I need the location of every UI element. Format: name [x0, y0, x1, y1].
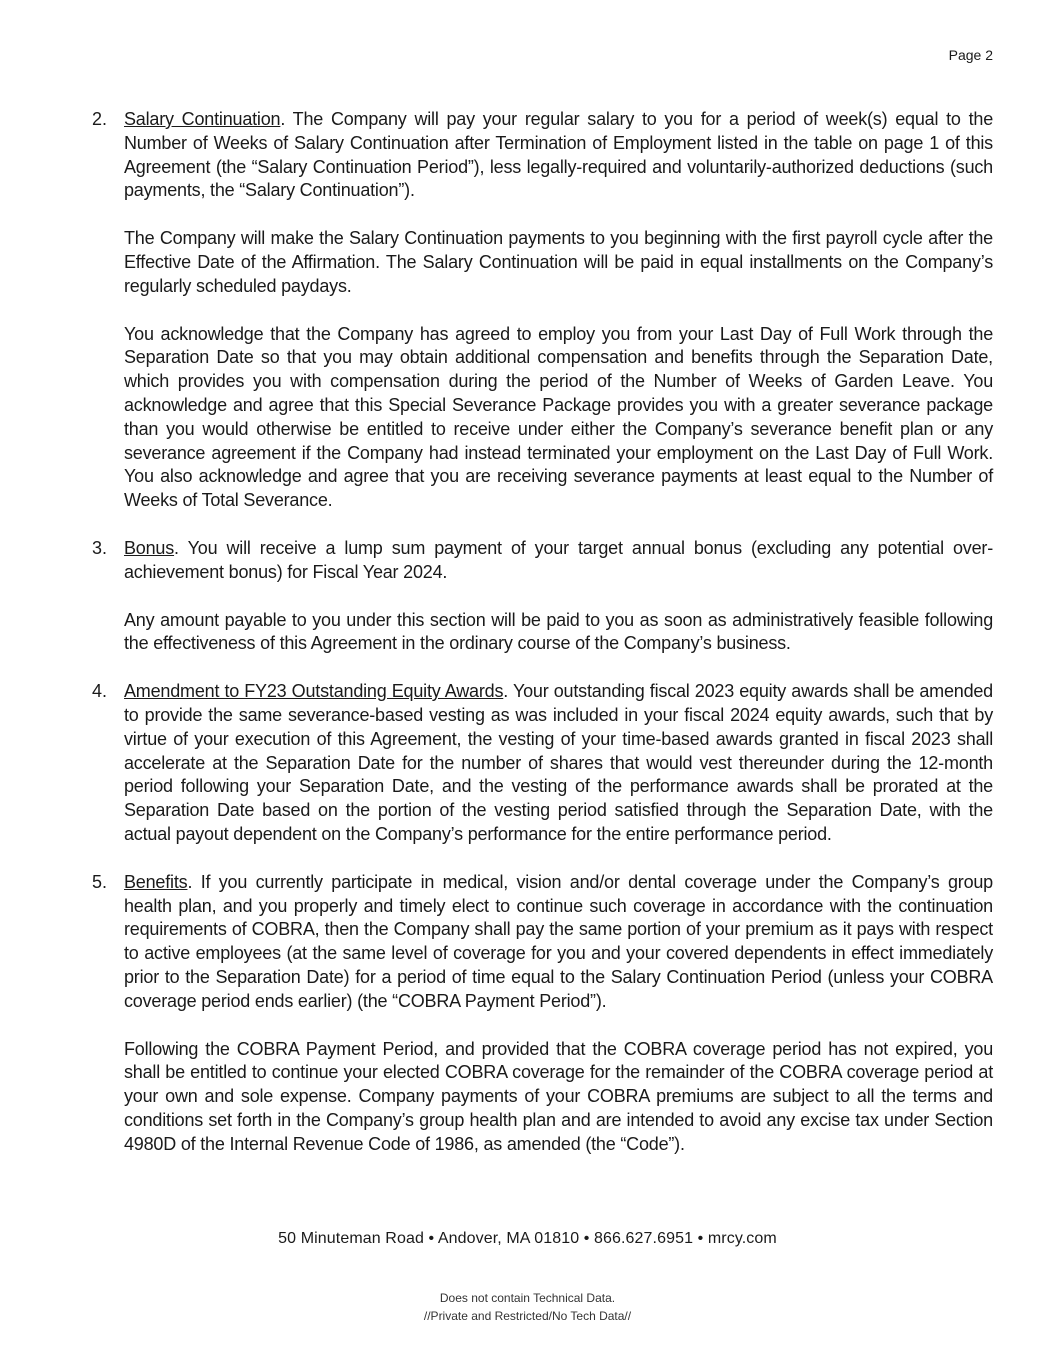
paragraph: Following the COBRA Payment Period, and provided that the COBRA coverage period has not expired, you shall be entitled to continue your elected COBRA coverage for the remainder of the COBRA coverage period at your own and sole expense. Company payments of your COBRA premiums are subject to all the terms and conditions set forth in the Company’s group health plan and are intended to avoid any excise tax under Section 4980D of the Internal Revenue Code of 1986, as amended (the “Code”).: [124, 1038, 993, 1154]
section-heading: Bonus: [124, 537, 175, 558]
paragraph: Any amount payable to you under this section will be paid to you as soon as administratively feasible following the effectiveness of this Agreement in the ordinary course of the Company’s business.: [124, 609, 993, 654]
section-heading: Benefits: [124, 871, 188, 892]
section-number: 4.: [92, 681, 108, 702]
section-salary-continuation: [92, 108, 993, 513]
paragraph: Bonus. You will receive a lump sum payment of your target annual bonus (excluding any potential over-achievement bonus) for Fiscal Year 2024.: [124, 537, 993, 582]
paragraph: Amendment to FY23 Outstanding Equity Awards. Your outstanding fiscal 2023 equity awards shall be amended to provide the same severance-based vesting as was included in your fiscal 2024 equity awards, such that by virtue of your execution of this Agreement, the vesting of your time-based awards granted in fiscal 2023 shall accelerate at the Separation Date for the number of shares that would vest thereunder during the 12-month period following your Separation Date, and the vesting of the performance awards shall be prorated at the Separation Date based on the portion of the vesting period satisfied through the Separation Date, with the actual payout dependent on the Company’s performance for the entire performance period.: [124, 681, 993, 844]
section-heading: Amendment to FY23 Outstanding Equity Awards: [124, 681, 504, 702]
paragraph: Salary Continuation. The Company will pay your regular salary to you for a period of week(s) equal to the Number of Weeks of Salary Continuation after Termination of Employment listed in the table on page 1 of this Agreement (the “Salary Continuation Period”), less legally-required and voluntarily-authorized deductions (such payments, the “Salary Continuation”).: [124, 109, 994, 201]
section-bonus: [92, 537, 993, 656]
document-body: [92, 108, 993, 1180]
paragraph: You acknowledge that the Company has agreed to employ you from your Last Day of Full Work through the Separation Date so that you may obtain additional compensation and benefits through the Separation Date, which provides you with compensation during the period of the Number of Weeks of Garden Leave. You acknowledge and agree that this Special Severance Package provides you with a greater severance package than you would otherwise be entitled to receive under either the Company’s severance benefit plan or any severance agreement if the Company had instead terminated your employment on the Last Day of Full Work. You also acknowledge and agree that you are receiving severance payments at least equal to the Number of Weeks of Total Severance.: [124, 323, 993, 511]
section-number: 2.: [92, 109, 108, 129]
notice-line: Does not contain Technical Data.: [439, 1291, 616, 1305]
notice-line: //Private and Restricted/No Tech Data//: [423, 1309, 632, 1323]
footer-address: 50 Minuteman Road • Andover, MA 01810 • 866.627.6951 • mrcy.com: [278, 1230, 777, 1247]
section-heading: Salary Continuation: [124, 109, 281, 129]
paragraph: The Company will make the Salary Continuation payments to you beginning with the first payroll cycle after the Effective Date of the Affirmation. The Salary Continuation will be paid in equal installments on the Company’s regularly scheduled paydays.: [124, 228, 993, 296]
section-number: 5.: [92, 871, 108, 892]
page-number: Page 2: [948, 47, 993, 63]
footer-notice: [0, 1289, 1055, 1325]
section-number: 3.: [92, 537, 108, 558]
section-benefits: [92, 871, 993, 1157]
section-equity-awards: [92, 680, 993, 847]
paragraph: Benefits. If you currently participate in medical, vision and/or dental coverage under the Company’s group health plan, and you properly and timely elect to continue such coverage in accordance with the continuation requirements of COBRA, then the Company shall pay the same portion of your premium as it pays with respect to active employees (at the same level of coverage for you and your covered dependents in effect immediately prior to the Separation Date) for a period of time equal to the Salary Continuation Period (unless your COBRA coverage period ends earlier) (the “COBRA Payment Period”).: [124, 871, 993, 1011]
